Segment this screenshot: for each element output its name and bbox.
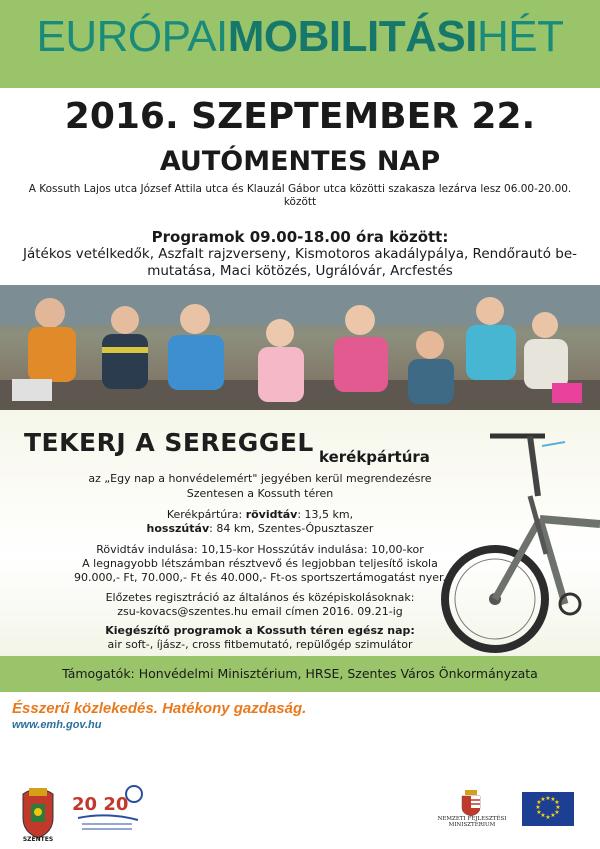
tour-prize-2: 90.000,- Ft, 70.000,- Ft és 40.000,- Ft-os sportszertámogatást nyer. xyxy=(73,571,447,584)
svg-text:★: ★ xyxy=(554,809,560,816)
event-date: 2016. SZEPTEMBER 22. xyxy=(64,96,536,137)
svg-text:★: ★ xyxy=(536,809,542,816)
header-title: EURÓPAIMOBILITÁSIHÉT xyxy=(36,12,564,61)
svg-text:★: ★ xyxy=(545,795,551,802)
programs-list: Játékos vetélkedők, Aszfalt rajzverseny, Kismotoros akadálypálya, Rendőrautó be-mutatása, Maci kötözés, Ugrálóvár, Arcfestés xyxy=(23,246,577,279)
tour-prize-1: A legnagyobb létszámban résztvevő és legjobban teljesítő iskola xyxy=(82,557,438,570)
svg-text:★: ★ xyxy=(536,799,542,806)
tour-extra-heading: Kiegészítő programok a Kossuth téren egész nap: xyxy=(105,624,415,637)
tour-subtitle: kerékpártúra xyxy=(319,448,430,466)
svg-text:★: ★ xyxy=(540,796,546,803)
street-closure-note: A Kossuth Lajos utca József Attila utca és Klauzál Gábor utca közötti szakasza lezárva lesz 06.00-20.00. között xyxy=(28,183,572,208)
event-title: AUTÓMENTES NAP xyxy=(159,146,441,177)
svg-text:★: ★ xyxy=(554,799,560,806)
szentes-label: SZENTES xyxy=(22,836,54,843)
ministry-name: NEMZETI FEJLESZTÉSI MINISZTÉRIUM xyxy=(437,816,507,828)
tour-start-times: Rövidtáv indulása: 10,15-kor Hosszútáv indulása: 10,00-kor xyxy=(96,543,424,556)
programs-heading: Programok 09.00-18.00 óra között: xyxy=(151,228,449,246)
tour-title: TEKERJ A SEREGGEL xyxy=(24,428,314,457)
eu-flag-icon xyxy=(522,792,574,826)
tour-line-2: Szentesen a Kossuth téren xyxy=(186,487,334,500)
szentes-2020-logo-icon xyxy=(68,782,146,836)
slogan: Ésszerű közlekedés. Hatékony gazdaság. xyxy=(12,700,307,717)
svg-text:★: ★ xyxy=(550,812,556,819)
svg-text:★: ★ xyxy=(535,804,541,811)
tour-registration-2: zsu-kovacs@szentes.hu email címen 2016. 09.21-ig xyxy=(117,605,403,618)
svg-text:★: ★ xyxy=(555,804,561,811)
svg-text:★: ★ xyxy=(545,814,551,821)
tour-registration-1: Előzetes regisztráció az általános és középiskolásoknak: xyxy=(105,591,415,604)
tour-extra-list: air soft-, íjász-, cross fitbemutató, repülőgép szimulátor xyxy=(107,638,413,651)
svg-text:★: ★ xyxy=(540,812,546,819)
bicycle-illustration xyxy=(430,424,600,654)
svg-text:★: ★ xyxy=(550,796,556,803)
logo-2020-text: 20 20 xyxy=(72,794,129,815)
tour-long-distance: hosszútáv: 84 km, Szentes-Ópusztaszer xyxy=(146,522,374,535)
children-photo xyxy=(0,285,600,410)
szentes-coat-of-arms-icon xyxy=(15,784,61,842)
tour-line-1: az „Egy nap a honvédelemért" jegyében kerül megrendezésre xyxy=(88,472,432,485)
tour-short-distance: Kerékpártúra: rövidtáv: 13,5 km, xyxy=(166,508,354,521)
website-link[interactable]: www.emh.gov.hu xyxy=(12,719,102,731)
supporters-text: Támogatók: Honvédelmi Minisztérium, HRSE, Szentes Város Önkormányzata xyxy=(62,666,538,681)
